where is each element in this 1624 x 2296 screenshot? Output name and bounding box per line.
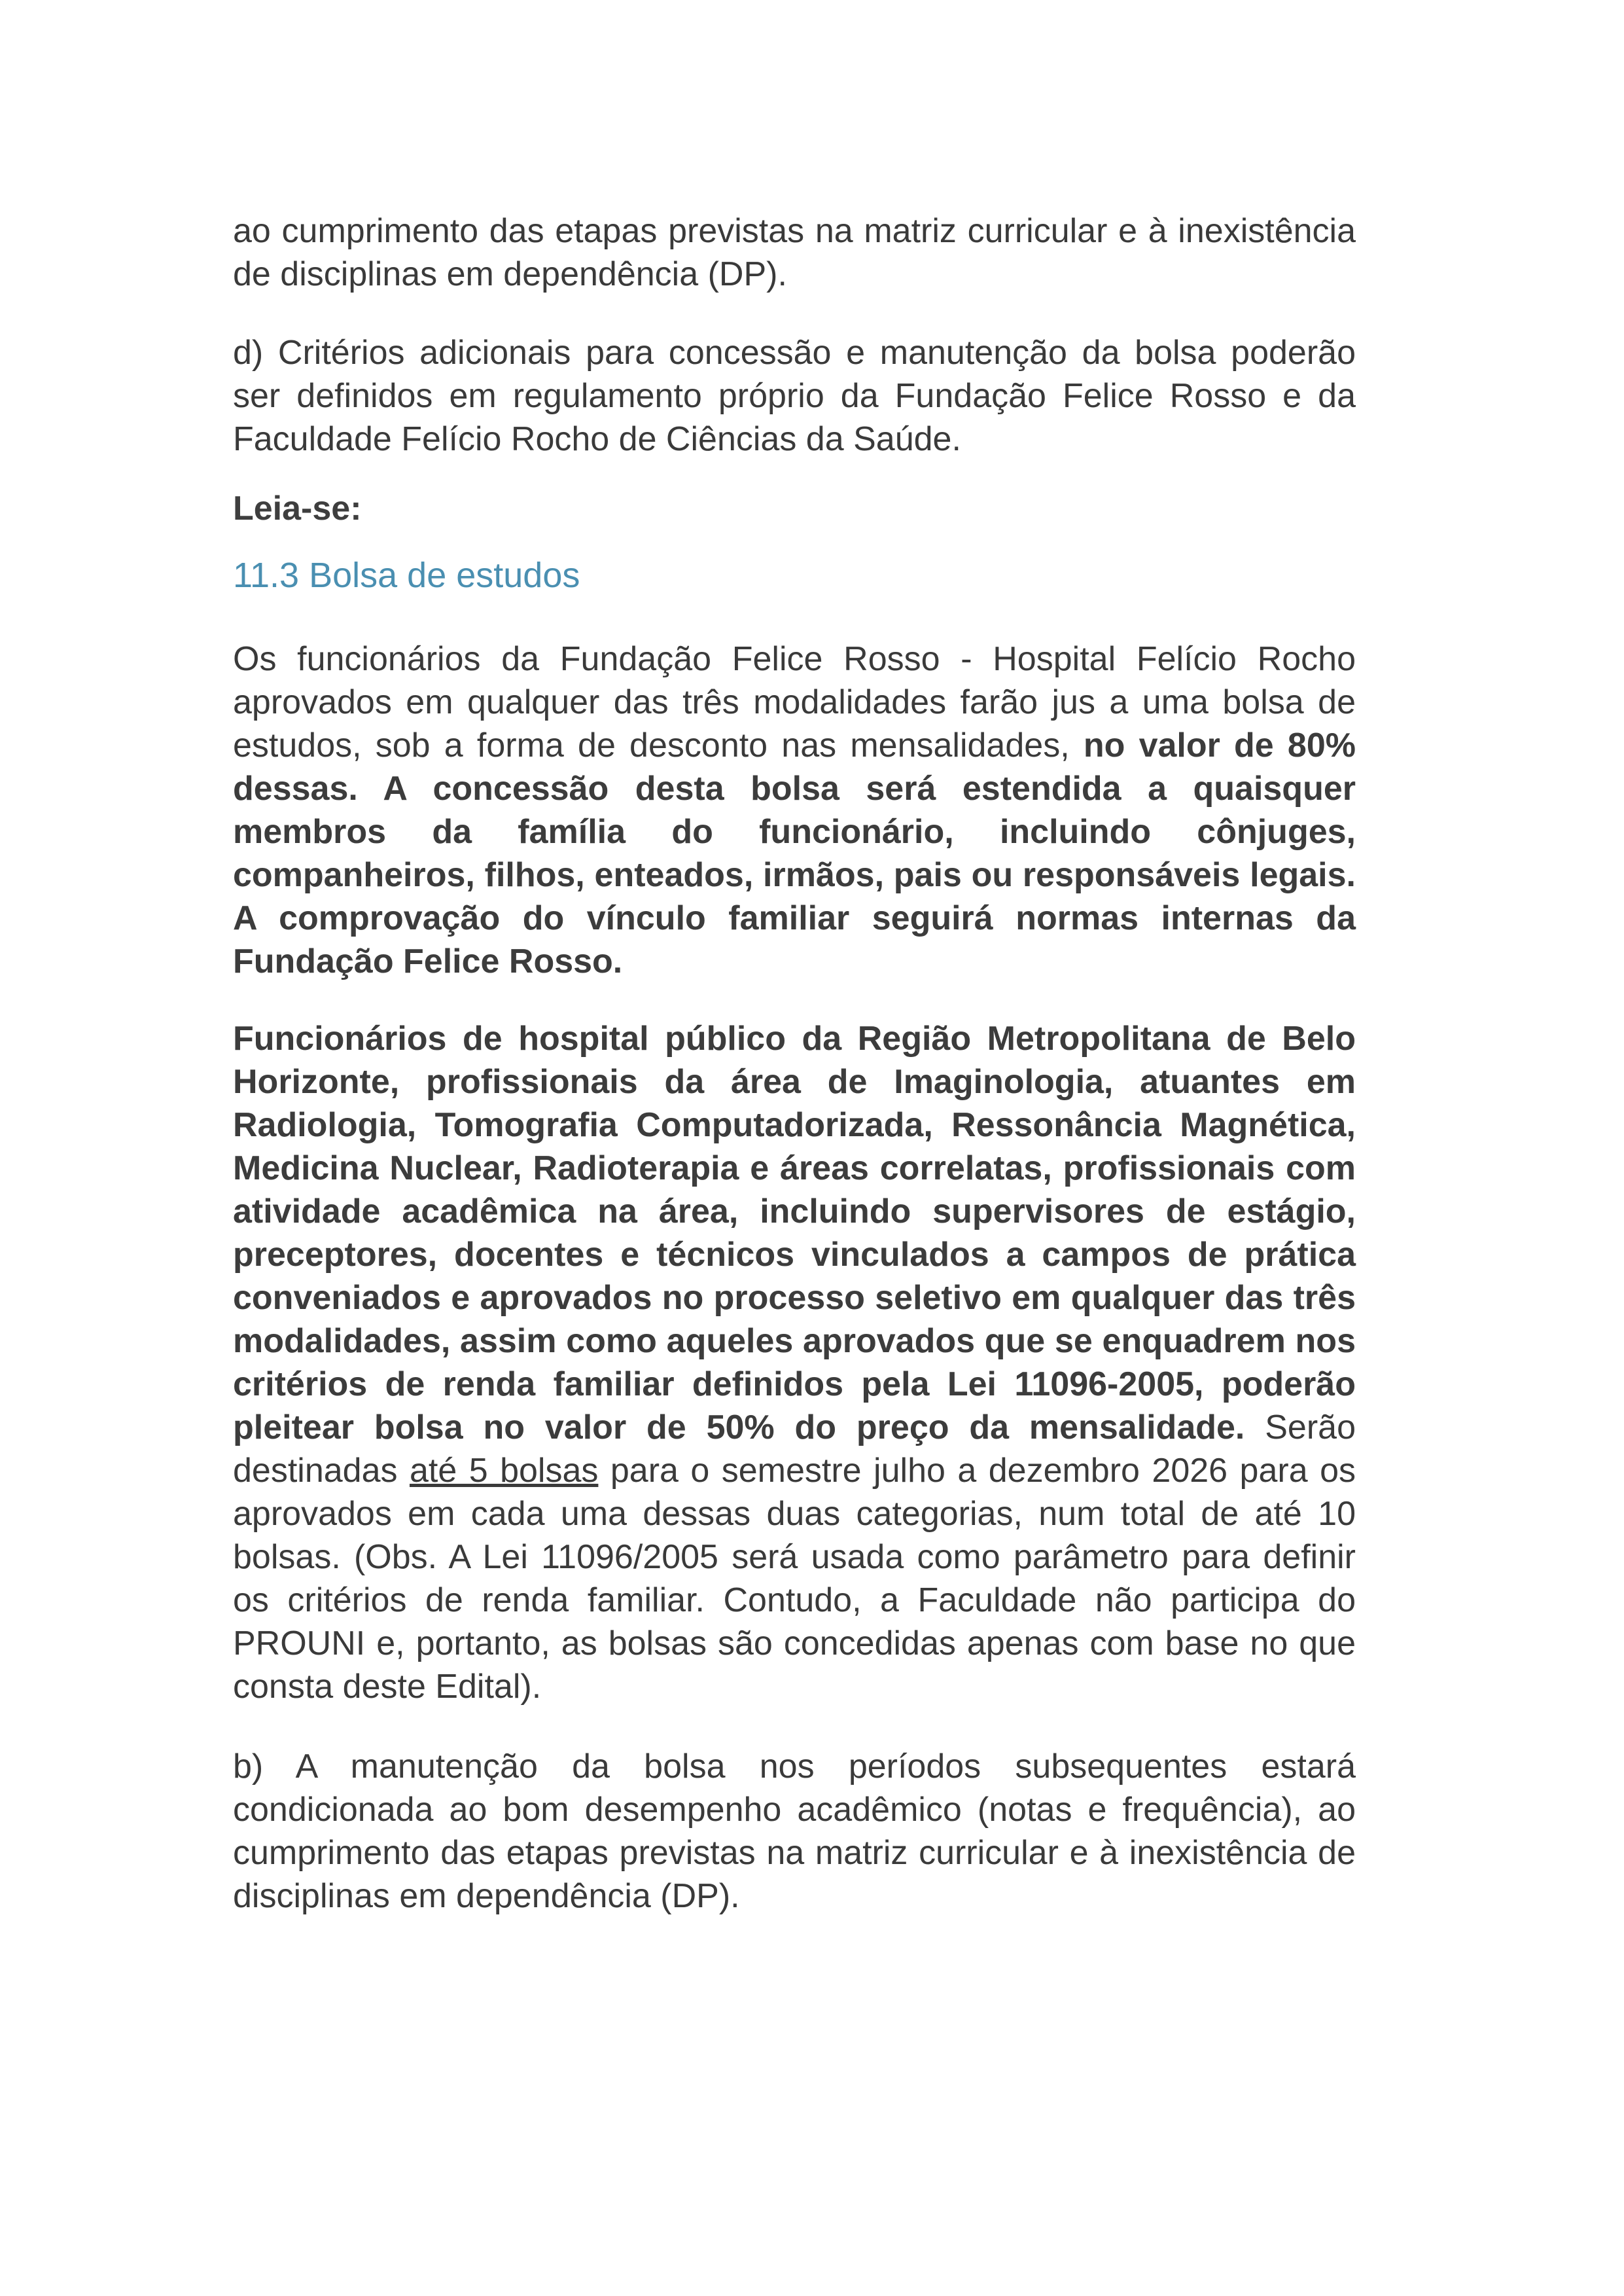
paragraph-public-hospital-scholarship [233, 1017, 1356, 1708]
paragraph-employee-scholarship [233, 637, 1356, 983]
paragraph-employee-scholarship-bold: no valor de 80% dessas. A concessão desta bolsa será estendida a quaisquer membros da família do funcionário, incluindo cônjuges, companheiros, filhos, enteados, irmãos, pais ou responsáveis legais. A comprovação do vínculo familiar seguirá normas internas da Fundação Felice Rosso. [233, 726, 1356, 980]
paragraph-item-b: b) A manutenção da bolsa nos períodos subsequentes estará condicionada ao bom desempenho acadêmico (notas e frequência), ao cumprimento das etapas previstas na matriz curricular e à inexistência de disciplinas em dependência (DP). [233, 1748, 1356, 1915]
paragraph-public-hospital-underlined: até 5 bolsas [409, 1452, 599, 1490]
paragraph-item-d: d) Critérios adicionais para concessão e manutenção da bolsa poderão ser definidos em regulamento próprio da Fundação Felice Rosso e da Faculdade Felício Rocho de Ciências da Saúde. [233, 334, 1356, 458]
paragraph-continuation: ao cumprimento das etapas previstas na matriz curricular e à inexistência de disciplinas em dependência (DP). [233, 212, 1356, 293]
section-title: 11.3 Bolsa de estudos [233, 556, 580, 595]
document-body [233, 209, 1356, 1918]
paragraph-employee-scholarship-text: Os funcionários da Fundação Felice Rosso - Hospital Felício Rocho aprovados em qualquer das três modalidades farão jus a uma bolsa de estudos, sob a forma de desconto nas mensalidades, [233, 640, 1356, 764]
paragraph-public-hospital-bold: Funcionários de hospital público da Região Metropolitana de Belo Horizonte, profissionais da área de Imaginologia, atuantes em Radiologia, Tomografia Computadorizada, Ressonância Magnética, Medicina Nuclear, Radioterapia e áreas correlatas, profissionais com atividade acadêmica na área, incluindo supervisores de estágio, preceptores, docentes e técnicos vinculados a campos de prática conveniados e aprovados no processo seletivo em qualquer das três modalidades, assim como aqueles aprovados que se enquadrem nos critérios de renda familiar definidos pela Lei 11096-2005, poderão pleitear bolsa no valor de 50% do preço da mensalidade. [233, 1020, 1356, 1446]
paragraph-public-hospital-text-2: para o semestre julho a dezembro 2026 para os aprovados em cada uma dessas duas categorias, num total de até 10 bolsas. (Obs. A Lei 11096/2005 será usada como parâmetro para definir os critérios de renda familiar. Contudo, a Faculdade não participa do PROUNI e, portanto, as bolsas são concedidas apenas com base no que consta deste Edital). [233, 1452, 1356, 1706]
paragraph-public-hospital-text-1: Serão destinadas [233, 1408, 1356, 1490]
read-as-label: Leia-se: [233, 490, 362, 528]
